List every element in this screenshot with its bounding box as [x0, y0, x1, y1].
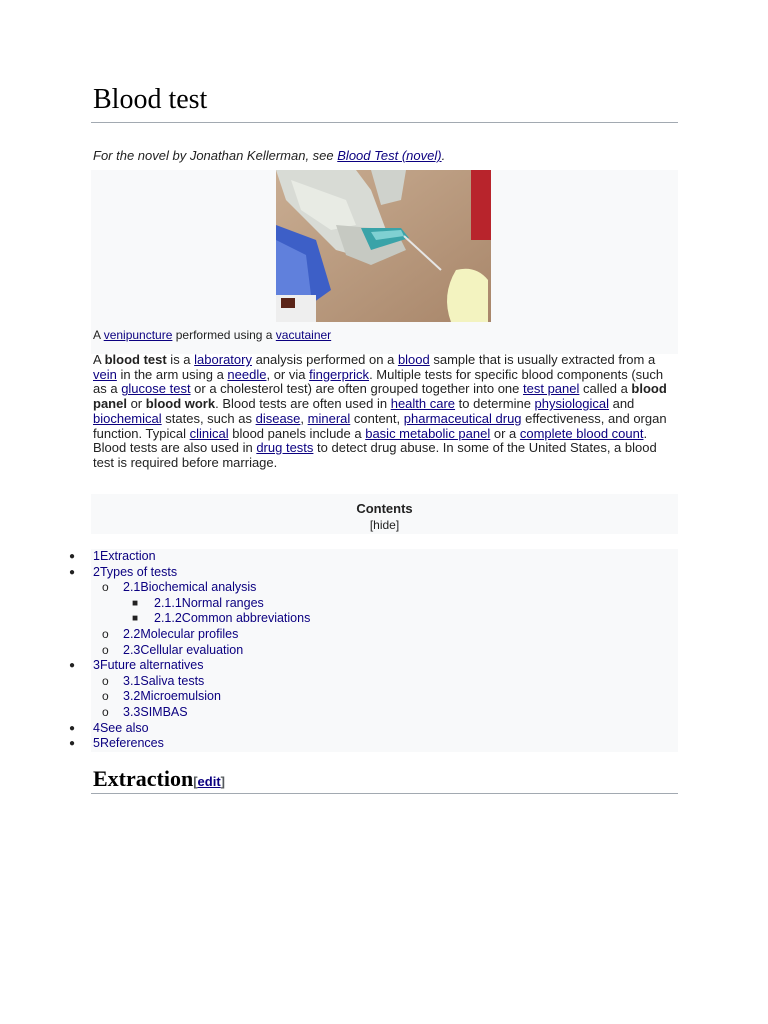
toc-bullet-icon: o	[102, 673, 109, 688]
intro-link[interactable]: biochemical	[93, 410, 162, 426]
toc-item-label[interactable]: 3.1Saliva tests	[123, 673, 205, 688]
toc-item[interactable]	[69, 549, 678, 565]
toc-bullet-icon: ●	[69, 660, 76, 672]
intro-text-run: and	[608, 396, 635, 412]
toc-item[interactable]	[91, 611, 678, 627]
toc-item-label[interactable]: 2Types of tests	[93, 564, 178, 579]
intro-link[interactable]: fingerprick	[309, 366, 370, 382]
intro-link[interactable]: disease	[255, 410, 301, 426]
intro-link[interactable]: physiological	[534, 396, 609, 412]
page-title: Blood test	[93, 84, 208, 115]
toc-item-label[interactable]: 3Future alternatives	[93, 658, 204, 673]
intro-text-run: or	[126, 396, 146, 412]
intro-link[interactable]: clinical	[189, 425, 229, 441]
toc-item[interactable]	[91, 643, 678, 659]
intro-link[interactable]: mineral	[307, 410, 351, 426]
hatnote-link[interactable]: Blood Test (novel)	[337, 148, 442, 163]
toc-item-label[interactable]: 2.2Molecular profiles	[123, 626, 239, 641]
intro-link[interactable]: basic metabolic panel	[365, 425, 491, 441]
intro-link[interactable]: pharmaceutical drug	[403, 410, 522, 426]
toc-item-label[interactable]: 5References	[93, 736, 164, 751]
photo-illustration	[276, 170, 491, 322]
intro-text-run: is a	[166, 352, 195, 367]
intro-text	[93, 353, 673, 471]
toc-bullet-icon: o	[102, 642, 109, 657]
hatnote-suffix: .	[441, 148, 446, 163]
intro-link[interactable]: health care	[390, 396, 456, 412]
caption-text-mid: performed using a	[172, 328, 276, 342]
venipuncture-photo[interactable]	[276, 170, 491, 322]
toc-item[interactable]	[91, 689, 678, 705]
toc-list	[69, 549, 678, 752]
toc-item[interactable]	[91, 674, 678, 690]
toc-title: Contents	[356, 501, 413, 516]
caption-link-vacutainer[interactable]: vacutainer	[275, 328, 332, 342]
toc-bullet-icon: ●	[69, 738, 76, 750]
toc-item-label[interactable]: 2.3Cellular evaluation	[123, 642, 244, 657]
toc-bullet-icon: ■	[132, 613, 139, 625]
toc-item-label[interactable]: 2.1.2Common abbreviations	[154, 611, 311, 626]
title-divider	[91, 122, 678, 123]
toc-item-label[interactable]: 3.2Microemulsion	[123, 689, 221, 704]
intro-link[interactable]: glucose test	[121, 381, 191, 397]
section-heading-extraction	[93, 766, 225, 792]
intro-link[interactable]: test panel	[523, 381, 580, 397]
intro-link[interactable]: complete blood count	[519, 425, 644, 441]
intro-text-run: blood panels include a	[228, 425, 366, 441]
toc-hide-toggle[interactable]: [hide]	[369, 518, 400, 532]
intro-paragraph	[93, 353, 673, 471]
intro-text-run: content,	[350, 410, 404, 426]
toc-item-label[interactable]: 1Extraction	[93, 549, 156, 563]
intro-link[interactable]: laboratory	[194, 352, 252, 367]
intro-text-run: . Blood tests are often used in	[215, 396, 391, 412]
intro-bold-term: blood work	[145, 396, 216, 412]
toc-item[interactable]	[69, 658, 678, 674]
toc-bullet-icon: ●	[69, 722, 76, 734]
toc-bullet-icon: ●	[69, 551, 76, 562]
toc-bullet-icon: o	[102, 689, 109, 704]
intro-text-run: analysis performed on a	[251, 352, 398, 367]
edit-link[interactable]: edit	[197, 774, 221, 789]
intro-link[interactable]: needle	[227, 366, 267, 382]
intro-bold-term: blood test	[104, 352, 167, 367]
intro-text-run: A	[93, 352, 105, 367]
intro-text-run: sample that is usually extracted from a	[429, 352, 656, 367]
section-title: Extraction	[93, 766, 194, 791]
toc-item[interactable]	[91, 580, 678, 596]
caption-text: A	[93, 328, 104, 342]
edit-bracket-open: [	[193, 774, 198, 789]
caption-link-venipuncture[interactable]: venipuncture	[103, 328, 173, 342]
toc-bullet-icon: o	[102, 626, 109, 641]
toc-item-label[interactable]: 4See also	[93, 720, 149, 735]
toc-bullet-icon: ■	[132, 597, 139, 609]
section-divider	[91, 793, 678, 794]
intro-text-run: ,	[300, 410, 308, 426]
toc-item[interactable]	[69, 564, 678, 581]
toc-item[interactable]	[91, 705, 678, 721]
toc-item-label[interactable]: 2.1Biochemical analysis	[123, 580, 257, 595]
hatnote-text: For the novel by Jonathan Kellerman, see	[93, 148, 338, 163]
intro-text-run: or a cholesterol test) are often grouped together into one	[190, 381, 523, 397]
intro-link[interactable]: blood	[397, 352, 430, 367]
toc-item[interactable]	[69, 720, 678, 737]
toc-item[interactable]	[91, 596, 678, 612]
intro-link[interactable]: vein	[93, 366, 117, 382]
toc-item-label[interactable]: 2.1.1Normal ranges	[154, 595, 264, 610]
toc-item[interactable]	[69, 736, 678, 752]
edit-bracket-close: ]	[220, 774, 226, 789]
toc-item-label[interactable]: 3.3SIMBAS	[123, 704, 188, 719]
intro-bold-term: blood panel	[93, 381, 667, 412]
edit-section	[193, 774, 225, 789]
intro-text-run: or a	[490, 425, 520, 441]
intro-text-run: called a	[579, 381, 632, 397]
intro-link[interactable]: drug tests	[256, 440, 314, 456]
intro-text-run: . Multiple tests for specific blood components (such as a	[93, 366, 664, 397]
intro-text-run: to detect drug abuse. In some of the United States, a blood test is required before marriage.	[93, 440, 657, 470]
intro-text-run: effectiveness, and organ function. Typical	[93, 410, 667, 441]
intro-text-run: , or via	[266, 366, 310, 382]
figure-caption	[93, 328, 331, 342]
toc-bullet-icon: o	[102, 580, 109, 595]
toc-bullet-icon: o	[102, 704, 109, 719]
intro-text-run: in the arm using a	[116, 366, 228, 382]
figure	[91, 170, 678, 354]
hatnote	[93, 148, 445, 163]
intro-text-run: to determine	[455, 396, 535, 412]
toc-header	[91, 494, 678, 534]
toc-item[interactable]	[91, 627, 678, 643]
intro-text-run: . Blood tests are also used in	[93, 425, 648, 456]
toc-bullet-icon: ●	[69, 566, 76, 578]
intro-text-run: states, such as	[161, 410, 256, 426]
